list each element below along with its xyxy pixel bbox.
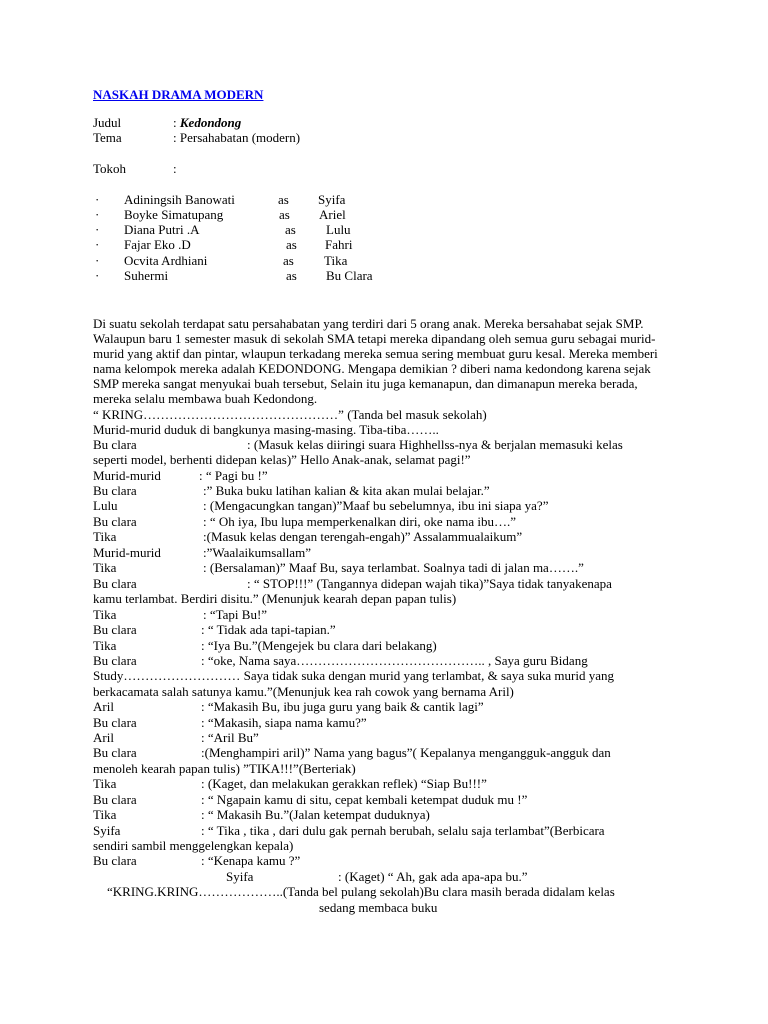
dialogue: : “Tapi Bu!”	[203, 607, 268, 622]
tema-value: : Persahabatan (modern)	[173, 130, 301, 145]
dialogue: : “oke, Nama saya…………………………………….. , Saya guru Bidang	[201, 653, 588, 668]
dialogue-continued: kamu terlambat. Berdiri disitu.” (Menunjuk kearah depan papan tulis)	[93, 591, 457, 606]
cast-role: Lulu	[326, 222, 351, 237]
dialogue-continued: seperti model, berhenti didepan kelas)” Hello Anak-anak, selamat pagi!”	[93, 452, 471, 467]
speaker: Bu clara	[93, 715, 137, 730]
dialogue: : “ Ngapain kamu di situ, cepat kembali ketempat duduk mu !”	[201, 792, 528, 807]
dialogue: : “ Oh iya, Ibu lupa memperkenalkan diri, oke nama ibu….”	[203, 514, 516, 529]
speaker: Aril	[93, 699, 114, 714]
speaker: Tika	[93, 807, 117, 822]
judul-label: Judul	[93, 115, 122, 130]
stage-direction: “ KRING………………………………………” (Tanda bel masuk sekolah)	[93, 407, 487, 422]
speaker: Bu clara	[93, 576, 137, 591]
dialogue: : “ Pagi bu !”	[199, 468, 268, 483]
cast-as: as	[285, 222, 296, 237]
intro-paragraph: Di suatu sekolah terdapat satu persahabatan yang terdiri dari 5 orang anak. Mereka bersahabat sejak SMP. Walaupun baru 1 semester masuk di sekolah SMA tetapi mereka dipandang oleh semua guru sebagai murid-murid yang aktif dan pintar, wlaupun terkadang mereka semua sering membuat guru kesal. Mereka memberi nama kelompok mereka adalah KEDONDONG. Mengapa demikian ? diberi nama kedondong karena sejak SMP mereka sangat menyukai buah tersebut, Selain itu juga kemanapun, dan dimanapun mereka berada, mereka selalu membawa buah Kedondong.	[93, 316, 658, 406]
dialogue: : (Bersalaman)” Maaf Bu, saya terlambat. Soalnya tadi di jalan ma…….”	[203, 560, 584, 575]
cast-role: Fahri	[325, 237, 353, 252]
cast-name: Adiningsih Banowati	[124, 192, 235, 207]
speaker: Bu clara	[93, 622, 137, 637]
dialogue: : (Mengacungkan tangan)”Maaf bu sebelumnya, ibu ini siapa ya?”	[203, 498, 549, 513]
stage-direction: sedang membaca buku	[319, 900, 438, 915]
cast-name: Boyke Simatupang	[124, 207, 224, 222]
dialogue: :(Masuk kelas dengan terengah-engah)” Assalammualaikum”	[203, 529, 523, 544]
cast-name: Diana Putri .A	[124, 222, 200, 237]
tema-label: Tema	[93, 130, 122, 145]
speaker: Syifa	[93, 823, 121, 838]
dialogue: : “Iya Bu.”(Mengejek bu clara dari belakang)	[201, 638, 437, 653]
dialogue-continued: Study……………………… Saya tidak suka dengan murid yang terlambat, & saya suka murid yang	[93, 668, 614, 683]
speaker: Bu clara	[93, 437, 137, 452]
tokoh-colon: :	[173, 161, 177, 176]
dialogue: : “Makasih Bu, ibu juga guru yang baik & cantik lagi”	[201, 699, 484, 714]
bullet: ·	[95, 222, 100, 237]
bullet: ·	[95, 192, 100, 207]
speaker: Lulu	[93, 498, 118, 513]
speaker: Bu clara	[93, 745, 137, 760]
cast-role: Syifa	[318, 192, 346, 207]
speaker: Bu clara	[93, 514, 137, 529]
speaker: Tika	[93, 776, 117, 791]
speaker: Aril	[93, 730, 114, 745]
speaker: Bu clara	[93, 792, 137, 807]
tokoh-label: Tokoh	[93, 161, 127, 176]
cast-role: Ariel	[319, 207, 346, 222]
speaker: Tika	[93, 529, 117, 544]
cast-as: as	[279, 207, 290, 222]
dialogue: : “Makasih, siapa nama kamu?”	[201, 715, 367, 730]
document-title[interactable]: NASKAH DRAMA MODERN	[93, 87, 264, 102]
dialogue: : “ Tidak ada tapi-tapian.”	[201, 622, 336, 637]
cast-role: Bu Clara	[326, 268, 373, 283]
speaker: Bu clara	[93, 483, 137, 498]
speaker: Murid-murid	[93, 468, 161, 483]
dialogue: : (Masuk kelas diiringi suara Highhellss-nya & berjalan memasuki kelas	[247, 437, 623, 452]
dialogue: : (Kaget) “ Ah, gak ada apa-apa bu.”	[338, 869, 528, 884]
speaker: Bu clara	[93, 853, 137, 868]
dialogue: : “ Makasih Bu.”(Jalan ketempat duduknya)	[201, 807, 430, 822]
bullet: ·	[95, 237, 100, 252]
dialogue: :”Waalaikumsallam”	[203, 545, 311, 560]
cast-as: as	[286, 237, 297, 252]
dialogue: :” Buka buku latihan kalian & kita akan mulai belajar.”	[203, 483, 490, 498]
dialogue-continued: menoleh kearah papan tulis) ”TIKA!!!”(Berteriak)	[93, 761, 356, 776]
judul-value: : Kedondong	[173, 115, 242, 130]
speaker: Syifa	[226, 869, 254, 884]
stage-direction: “KRING.KRING………………..(Tanda bel pulang sekolah)Bu clara masih berada didalam kelas	[107, 884, 615, 899]
speaker: Tika	[93, 560, 117, 575]
dialogue: : “Kenapa kamu ?”	[201, 853, 301, 868]
speaker: Tika	[93, 607, 117, 622]
cast-name: Suhermi	[124, 268, 169, 283]
stage-direction: Murid-murid duduk di bangkunya masing-masing. Tiba-tiba……..	[93, 422, 439, 437]
speaker: Murid-murid	[93, 545, 161, 560]
cast-name: Ocvita Ardhiani	[124, 253, 208, 268]
dialogue: :(Menghampiri aril)” Nama yang bagus”( Kepalanya mengangguk-angguk dan	[201, 745, 611, 760]
speaker: Bu clara	[93, 653, 137, 668]
dialogue: : (Kaget, dan melakukan gerakkan reflek) “Siap Bu!!!”	[201, 776, 487, 791]
dialogue: : “Aril Bu”	[201, 730, 259, 745]
cast-role: Tika	[324, 253, 348, 268]
dialogue: : “ STOP!!!” (Tangannya didepan wajah tika)”Saya tidak tanyakenapa	[247, 576, 612, 591]
cast-name: Fajar Eko .D	[124, 237, 191, 252]
bullet: ·	[95, 207, 100, 222]
dialogue-continued: berkacamata salah satunya kamu.”(Menunjuk kea rah cowok yang bernama Aril)	[93, 684, 514, 699]
cast-as: as	[286, 268, 297, 283]
dialogue: : “ Tika , tika , dari dulu gak pernah berubah, selalu saja terlambat”(Berbicara	[201, 823, 605, 838]
cast-as: as	[283, 253, 294, 268]
bullet: ·	[95, 268, 100, 283]
speaker: Tika	[93, 638, 117, 653]
dialogue-continued: sendiri sambil menggelengkan kepala)	[93, 838, 294, 853]
cast-as: as	[278, 192, 289, 207]
bullet: ·	[95, 253, 100, 268]
